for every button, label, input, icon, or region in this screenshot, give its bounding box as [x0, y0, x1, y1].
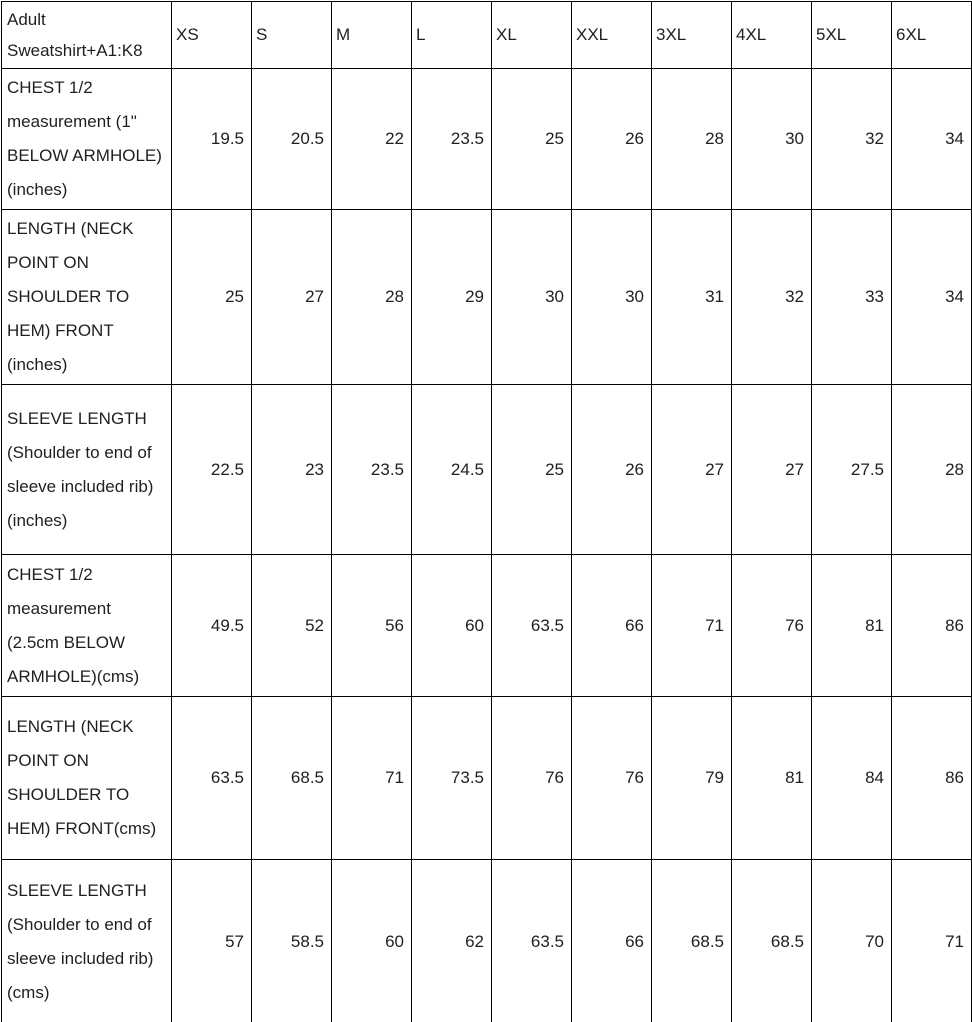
- value-cell: 66: [572, 555, 652, 697]
- value-cell: 71: [652, 555, 732, 697]
- value-cell: 22: [332, 69, 412, 210]
- row-label-cell: CHEST 1/2 measurement (2.5cm BELOW ARMHOLE)(cms): [2, 555, 172, 697]
- value-cell: 32: [812, 69, 892, 210]
- value-cell: 34: [892, 210, 972, 385]
- size-chart-table: [1, 1, 972, 1022]
- value-cell: 25: [172, 210, 252, 385]
- size-column-header-3xl: 3XL: [652, 2, 732, 69]
- value-cell: 27.5: [812, 385, 892, 555]
- row-label-cell: LENGTH (NECK POINT ON SHOULDER TO HEM) FRONT(cms): [2, 697, 172, 860]
- header-row: [2, 2, 972, 69]
- size-column-header-6xl: 6XL: [892, 2, 972, 69]
- table-row: [2, 385, 972, 555]
- size-column-header-4xl: 4XL: [732, 2, 812, 69]
- value-cell: 29: [412, 210, 492, 385]
- table-row: [2, 69, 972, 210]
- value-cell: 22.5: [172, 385, 252, 555]
- size-column-header-5xl: 5XL: [812, 2, 892, 69]
- value-cell: 71: [332, 697, 412, 860]
- row-label-cell: SLEEVE LENGTH (Shoulder to end of sleeve included rib) (inches): [2, 385, 172, 555]
- value-cell: 60: [412, 555, 492, 697]
- row-label-cell: CHEST 1/2 measurement (1" BELOW ARMHOLE) (inches): [2, 69, 172, 210]
- table-row: [2, 210, 972, 385]
- value-cell: 52: [252, 555, 332, 697]
- value-cell: 33: [812, 210, 892, 385]
- value-cell: 76: [492, 697, 572, 860]
- size-column-header-xl: XL: [492, 2, 572, 69]
- size-column-header-xxl: XXL: [572, 2, 652, 69]
- value-cell: 32: [732, 210, 812, 385]
- value-cell: 26: [572, 69, 652, 210]
- table-row: [2, 860, 972, 1022]
- value-cell: 58.5: [252, 860, 332, 1022]
- value-cell: 76: [572, 697, 652, 860]
- value-cell: 23.5: [412, 69, 492, 210]
- value-cell: 71: [892, 860, 972, 1022]
- value-cell: 26: [572, 385, 652, 555]
- value-cell: 34: [892, 69, 972, 210]
- value-cell: 28: [652, 69, 732, 210]
- value-cell: 57: [172, 860, 252, 1022]
- value-cell: 30: [732, 69, 812, 210]
- value-cell: 63.5: [492, 555, 572, 697]
- value-cell: 24.5: [412, 385, 492, 555]
- row-label-cell: SLEEVE LENGTH (Shoulder to end of sleeve included rib) (cms): [2, 860, 172, 1022]
- size-chart-header: [2, 2, 972, 69]
- size-column-header-xs: XS: [172, 2, 252, 69]
- value-cell: 28: [892, 385, 972, 555]
- value-cell: 70: [812, 860, 892, 1022]
- size-column-header-m: M: [332, 2, 412, 69]
- value-cell: 23.5: [332, 385, 412, 555]
- value-cell: 25: [492, 69, 572, 210]
- value-cell: 79: [652, 697, 732, 860]
- table-row: [2, 697, 972, 860]
- value-cell: 63.5: [492, 860, 572, 1022]
- value-cell: 86: [892, 555, 972, 697]
- size-chart-body: [2, 69, 972, 1022]
- value-cell: 81: [812, 555, 892, 697]
- value-cell: 68.5: [652, 860, 732, 1022]
- value-cell: 86: [892, 697, 972, 860]
- value-cell: 30: [572, 210, 652, 385]
- value-cell: 76: [732, 555, 812, 697]
- value-cell: 73.5: [412, 697, 492, 860]
- row-label-cell: LENGTH (NECK POINT ON SHOULDER TO HEM) FRONT (inches): [2, 210, 172, 385]
- value-cell: 27: [252, 210, 332, 385]
- value-cell: 56: [332, 555, 412, 697]
- value-cell: 49.5: [172, 555, 252, 697]
- value-cell: 60: [332, 860, 412, 1022]
- value-cell: 23: [252, 385, 332, 555]
- value-cell: 27: [732, 385, 812, 555]
- size-column-header-l: L: [412, 2, 492, 69]
- value-cell: 84: [812, 697, 892, 860]
- value-cell: 27: [652, 385, 732, 555]
- value-cell: 20.5: [252, 69, 332, 210]
- value-cell: 63.5: [172, 697, 252, 860]
- table-row: [2, 555, 972, 697]
- value-cell: 28: [332, 210, 412, 385]
- size-column-header-s: S: [252, 2, 332, 69]
- value-cell: 68.5: [732, 860, 812, 1022]
- value-cell: 30: [492, 210, 572, 385]
- value-cell: 68.5: [252, 697, 332, 860]
- value-cell: 25: [492, 385, 572, 555]
- value-cell: 31: [652, 210, 732, 385]
- value-cell: 81: [732, 697, 812, 860]
- corner-label-cell: Adult Sweatshirt+A1:K8: [2, 2, 172, 69]
- value-cell: 66: [572, 860, 652, 1022]
- value-cell: 62: [412, 860, 492, 1022]
- value-cell: 19.5: [172, 69, 252, 210]
